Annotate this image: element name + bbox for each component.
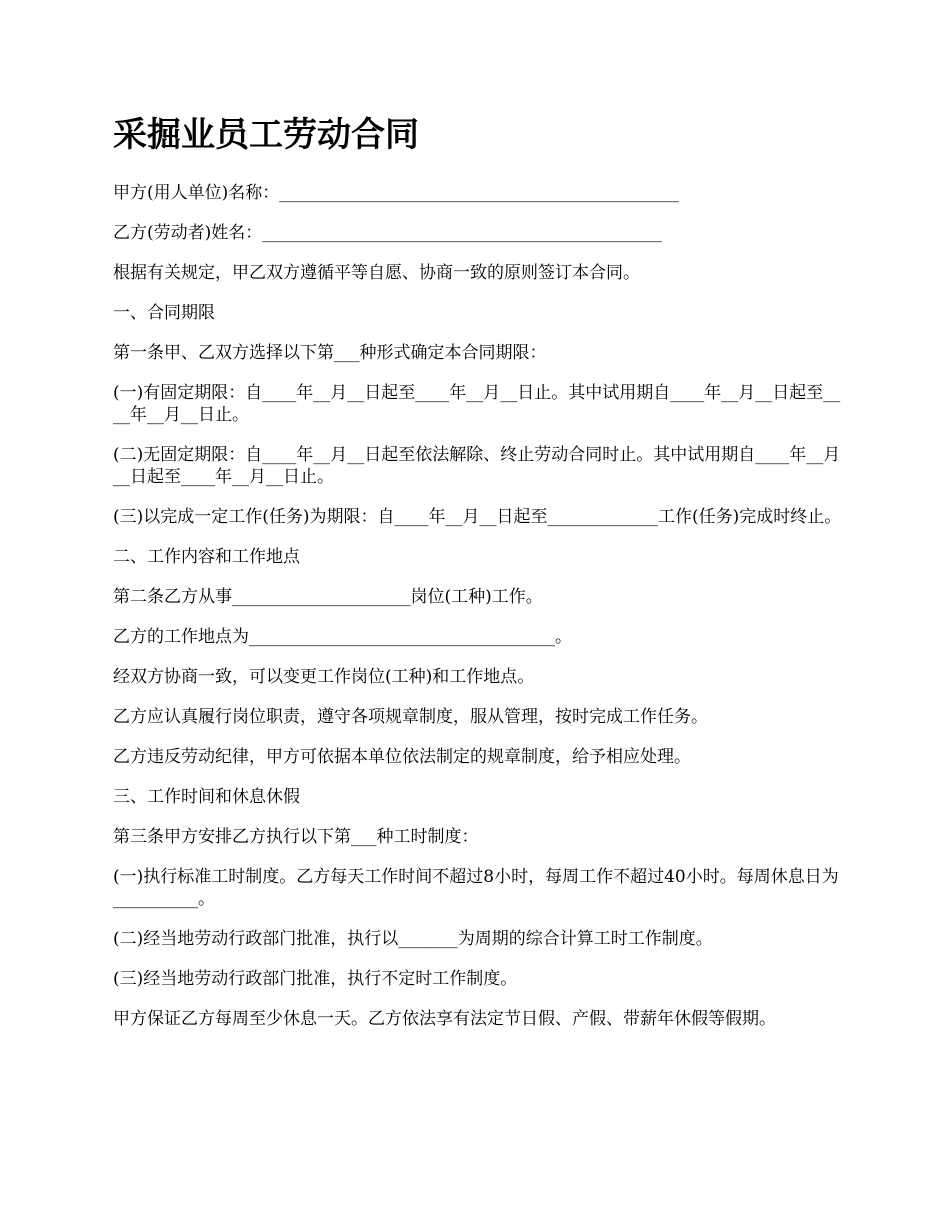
- article-2: 第二条乙方从事_____________________岗位(工种)工作。: [113, 587, 543, 607]
- hours-option-comprehensive: (二)经当地劳动行政部门批准，执行以_______为周期的综合计算工时工作制度。: [113, 929, 713, 949]
- duty-clause: 乙方应认真履行岗位职责，遵守各项规章制度，服从管理，按时完成工作任务。: [113, 707, 708, 727]
- term-option-fixed: (一)有固定期限：自____年__月__日起至____年__月__日止。其中试用期自____年__月__日起至____年__月__日止。: [113, 383, 841, 425]
- document-page: [113, 110, 843, 1048]
- discipline-clause: 乙方违反劳动纪律，甲方可依据本单位依法制定的规章制度，给予相应处理。: [113, 747, 691, 767]
- work-change-clause: 经双方协商一致，可以变更工作岗位(工种)和工作地点。: [113, 667, 535, 687]
- term-option-task: (三)以完成一定工作(任务)为期限：自____年__月__日起至_____________工作(任务)完成时终止。: [113, 507, 842, 527]
- hours-option-standard: (一)执行标准工时制度。乙方每天工作时间不超过8小时，每周工作不超过40小时。每周休息日为__________。: [113, 867, 839, 909]
- hours-option-flexible: (三)经当地劳动行政部门批准，执行不定时工作制度。: [113, 969, 518, 989]
- article-1: 第一条甲、乙双方选择以下第___种形式确定本合同期限：: [113, 343, 547, 363]
- party-a-name-line: 甲方(用人单位)名称：_______________________________________________: [113, 183, 679, 203]
- document-title: 采掘业员工劳动合同: [113, 115, 419, 155]
- article-3: 第三条甲方安排乙方执行以下第___种工时制度：: [113, 827, 479, 847]
- section-heading-hours: 三、工作时间和休息休假: [113, 787, 300, 807]
- term-option-open: (二)无固定期限：自____年__月__日起至依法解除、终止劳动合同时止。其中试用期自____年__月__日起至____年__月__日止。: [113, 445, 841, 487]
- preamble: 根据有关规定，甲乙双方遵循平等自愿、协商一致的原则签订本合同。: [113, 263, 640, 283]
- party-b-name-line: 乙方(劳动者)姓名：_______________________________________________: [113, 223, 662, 243]
- work-location-line: 乙方的工作地点为____________________________________。: [113, 627, 572, 647]
- section-heading-work: 二、工作内容和工作地点: [113, 547, 300, 567]
- section-heading-term: 一、合同期限: [113, 303, 215, 323]
- rest-guarantee-clause: 甲方保证乙方每周至少休息一天。乙方依法享有法定节日假、产假、带薪年休假等假期。: [113, 1009, 776, 1029]
